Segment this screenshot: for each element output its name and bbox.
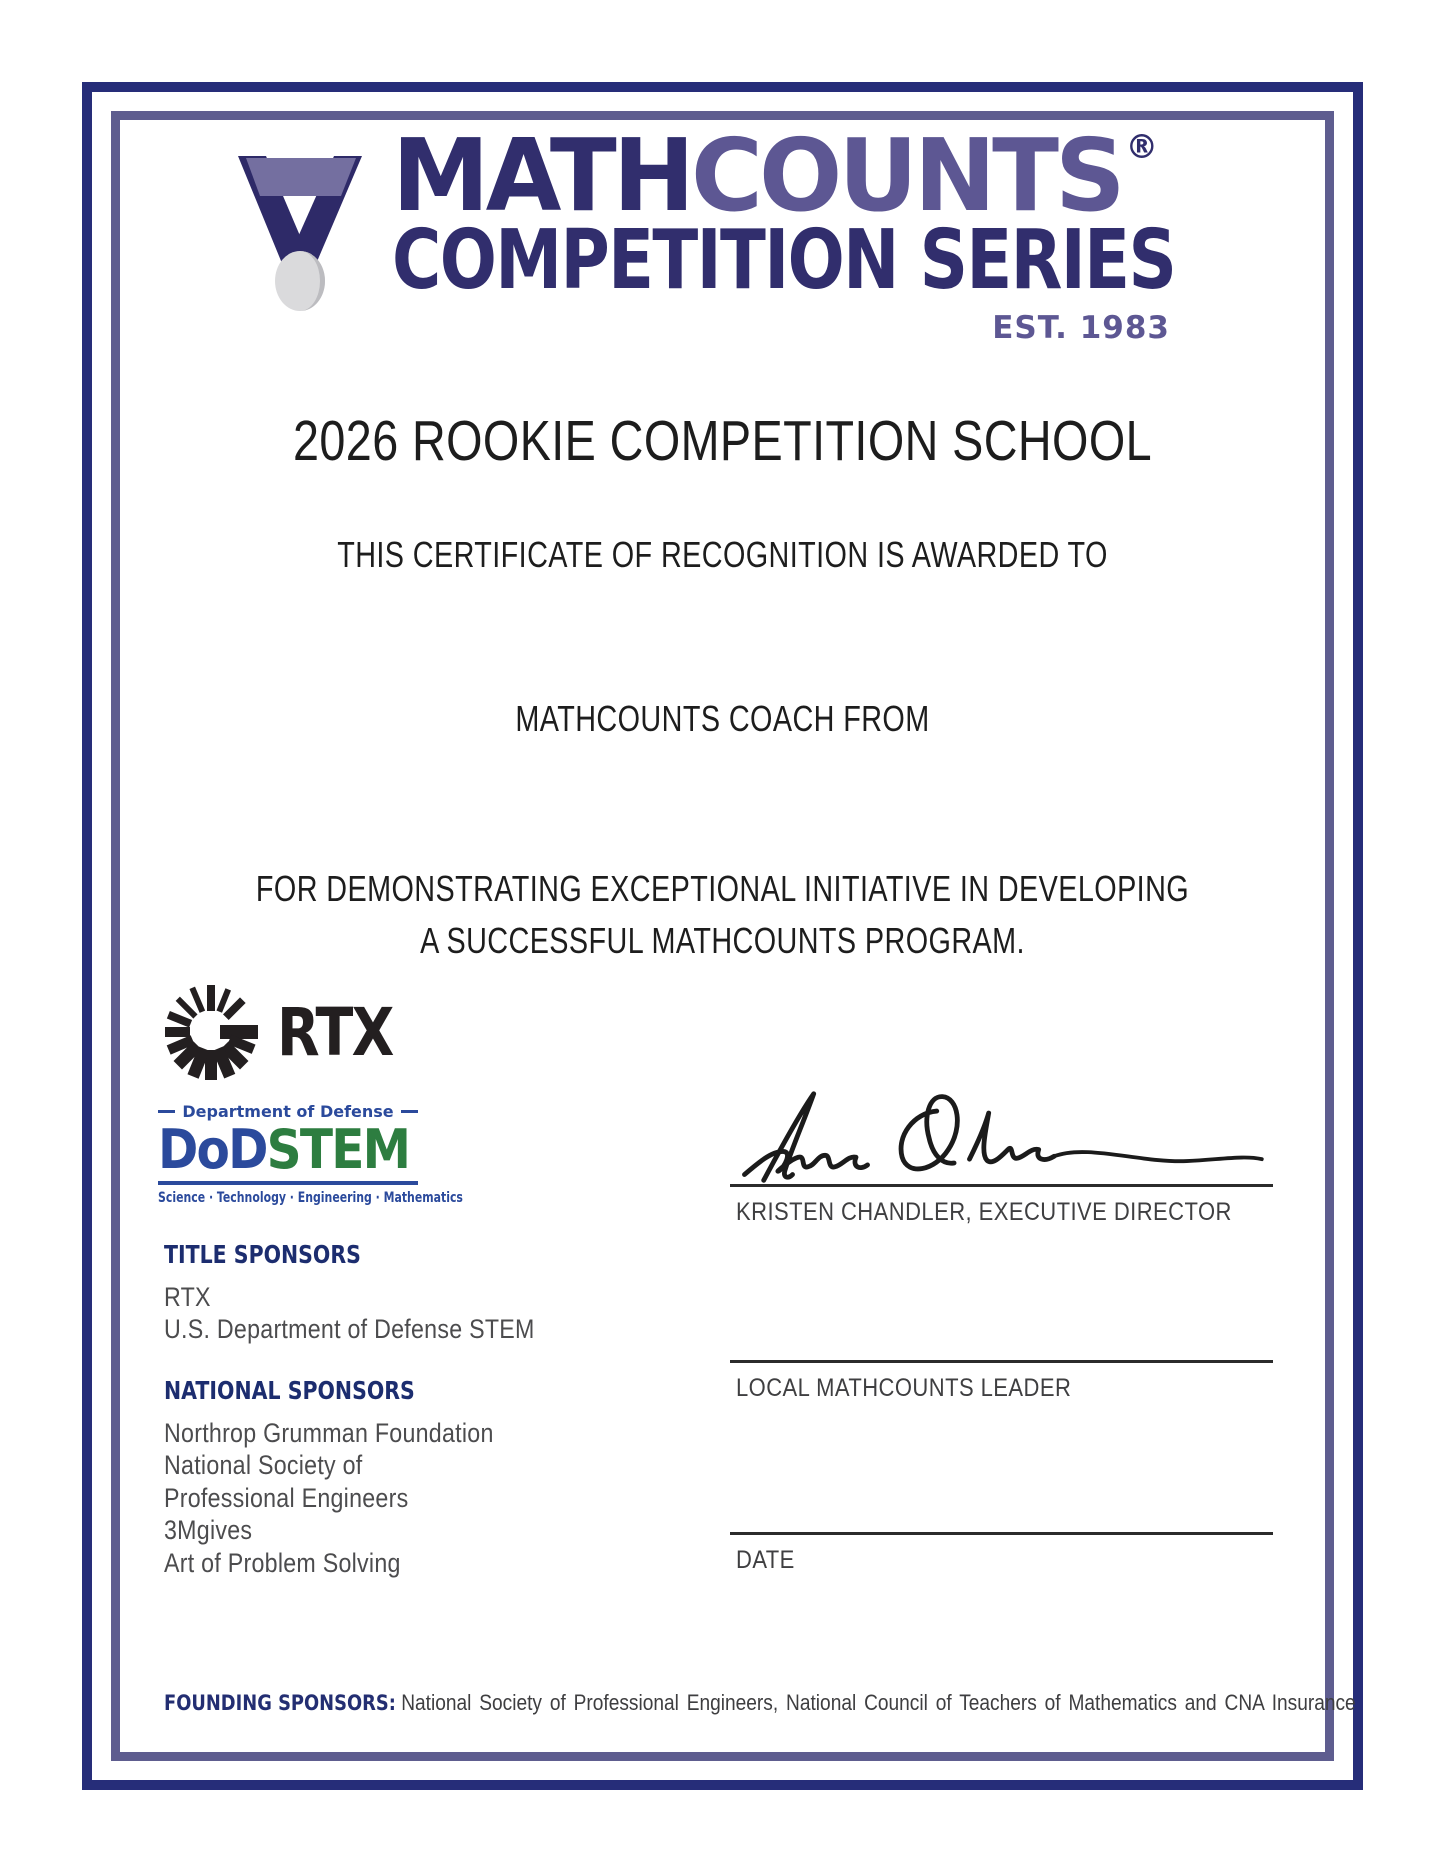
dod-stem-wordmark xyxy=(158,1118,410,1181)
logo-counts-text: COUNTS xyxy=(690,117,1122,234)
title-sponsors-heading: TITLE SPONSORS xyxy=(164,1240,361,1269)
founding-sponsors-line xyxy=(164,1690,1356,1716)
founding-sponsors-text: National Society of Professional Engineers, National Council of Teachers of Mathematics and CNA Insurance xyxy=(401,1690,1356,1715)
national-sponsor-item: Professional Engineers xyxy=(164,1482,409,1513)
recipient-line: MATHCOUNTS COACH FROM xyxy=(515,698,930,739)
dod-stem-logo xyxy=(158,1102,463,1206)
logo-series-text: COMPETITION SERIES xyxy=(392,213,1176,308)
rtx-logo xyxy=(163,984,415,1080)
dod-department-text: Department of Defense xyxy=(182,1102,394,1121)
dod-underline xyxy=(158,1181,418,1185)
date-label: DATE xyxy=(736,1546,795,1574)
title-sponsors-section xyxy=(164,1240,684,1346)
mathcounts-logo xyxy=(392,117,1176,346)
signer-name-title: KRISTEN CHANDLER, EXECUTIVE DIRECTOR xyxy=(736,1198,1232,1226)
dod-rule-left xyxy=(158,1110,175,1113)
reason-line-1: FOR DEMONSTRATING EXCEPTIONAL INITIATIVE IN DEVELOPING xyxy=(255,868,1190,909)
national-sponsor-item: National Society of xyxy=(164,1450,363,1481)
logo-math-text: MATH xyxy=(392,117,691,234)
signature-graphic xyxy=(736,1088,1276,1188)
leader-signature-line xyxy=(730,1360,1273,1363)
founding-sponsors-label: FOUNDING SPONSORS: xyxy=(164,1691,396,1715)
rtx-logo-text: RTX xyxy=(277,993,393,1071)
registered-trademark-icon: ® xyxy=(1125,127,1158,166)
national-sponsors-heading: NATIONAL SPONSORS xyxy=(164,1376,415,1405)
date-line xyxy=(730,1532,1273,1535)
title-sponsor-item: U.S. Department of Defense STEM xyxy=(164,1314,535,1345)
dod-tagline: Science · Technology · Engineering · Mathematics xyxy=(158,1190,463,1206)
national-sponsor-item: Art of Problem Solving xyxy=(164,1547,401,1578)
national-sponsor-item: Northrop Grumman Foundation xyxy=(164,1418,494,1448)
logo-established-text: EST. 1983 xyxy=(992,310,1170,346)
certificate-title: 2026 ROOKIE COMPETITION SCHOOL xyxy=(292,409,1153,473)
dod-text: DoD xyxy=(158,1118,267,1181)
leader-label: LOCAL MATHCOUNTS LEADER xyxy=(736,1374,1072,1402)
stem-text: STEM xyxy=(266,1118,410,1181)
dod-rule-right xyxy=(401,1110,418,1113)
title-sponsor-item: RTX xyxy=(164,1282,211,1312)
medal-ribbon-icon xyxy=(226,146,368,314)
logo-wordmark xyxy=(392,117,1158,234)
awarded-to-line: THIS CERTIFICATE OF RECOGNITION IS AWARDED TO xyxy=(337,534,1108,575)
signature-line xyxy=(730,1184,1273,1187)
national-sponsor-item: 3Mgives xyxy=(164,1515,253,1546)
rtx-starburst-icon xyxy=(163,984,259,1080)
national-sponsors-section xyxy=(164,1376,684,1579)
reason-line-2: A SUCCESSFUL MATHCOUNTS PROGRAM. xyxy=(420,920,1025,961)
